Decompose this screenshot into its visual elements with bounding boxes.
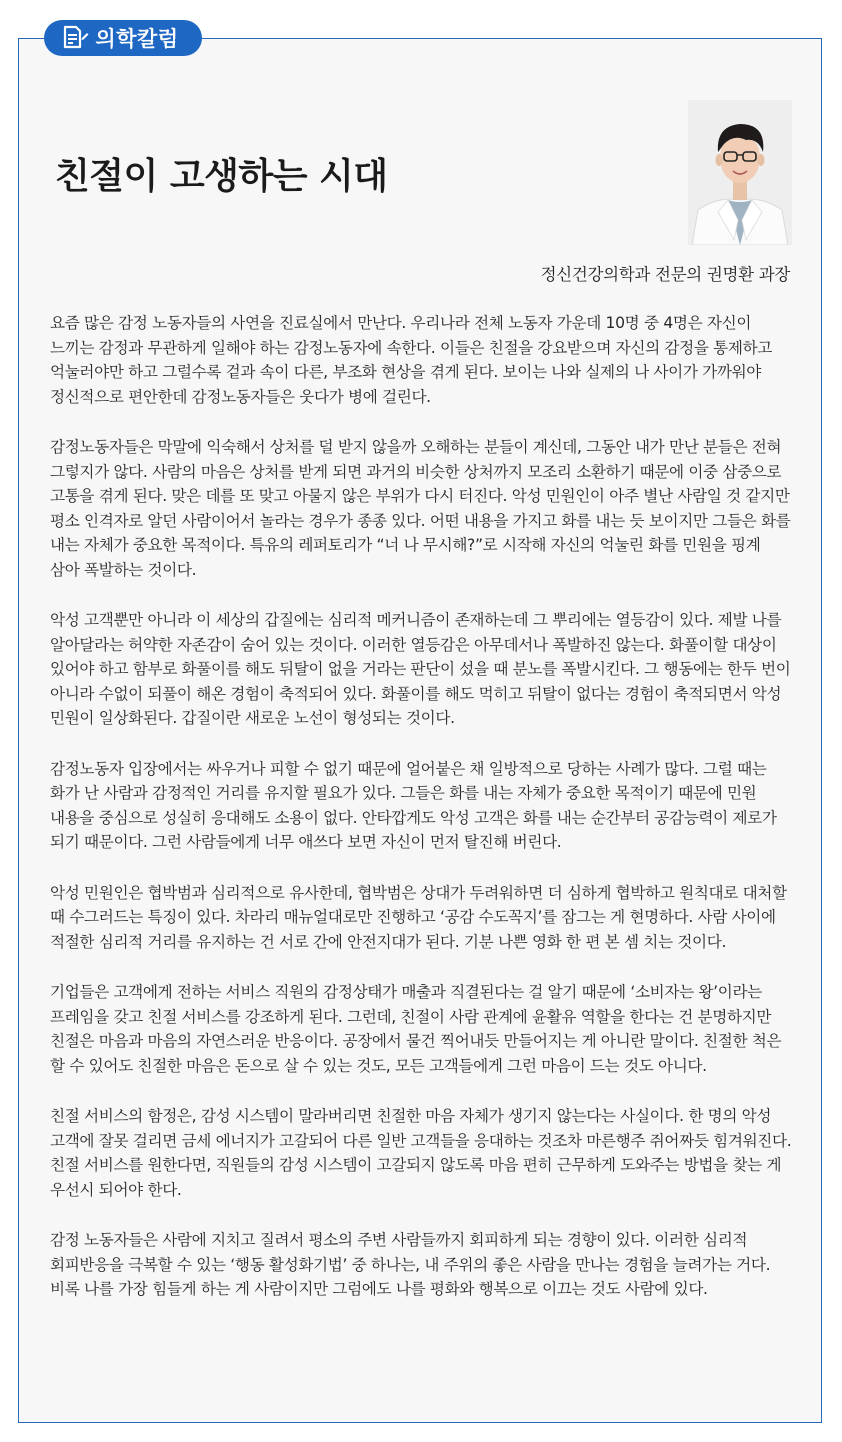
author-portrait-image [688, 100, 792, 245]
page-title: 친절이 고생하는 시대 [55, 156, 388, 197]
author-photo [688, 100, 792, 245]
paragraph: 친절 서비스의 함정은, 감성 시스템이 말라버리면 친절한 마음 자체가 생기지 않는다는 사실이다. 한 명의 악성 고객에 잘못 걸리면 금세 에너지가 고갈되어 다른 일반 고객들을 응대하는 것조차 마른행주 쥐어짜듯 힘겨워진다. 친절 서비스를 원한다면, 직원들의 감성 시스템이 고갈되지 않도록 마음 편히 근무하게 도와주는 방법을 찾는 게 우선시 되어야 한다. [50, 1107, 792, 1199]
paragraph: 기업들은 고객에게 전하는 서비스 직원의 감정상태가 매출과 직결된다는 걸 알기 때문에 ‘소비자는 왕’이라는 프레임을 갖고 친절 서비스를 강조하게 된다. 그런데, 친절이 사람 관계에 윤활유 역할을 한다는 건 분명하지만 친절은 마음과 마음의 자연스러운 반응이다. 공장에서 물건 찍어내듯 만들어지는 게 아니란 말이다. 친절한 척은 할 수 있어도 친절한 마음은 돈으로 살 수 있는 것도, 모든 고객들에게 그런 마음이 드는 것도 아니다. [50, 983, 782, 1075]
category-label: 의학칼럼 [95, 27, 179, 51]
author-byline: 정신건강의학과 전문의 권명환 과장 [540, 265, 790, 284]
paragraph: 악성 고객뿐만 아니라 이 세상의 갑질에는 심리적 메커니즘이 존재하는데 그 뿌리에는 열등감이 있다. 제발 나를 알아달라는 허약한 자존감이 숨어 있는 것이다. 이러한 열등감은 아무데서나 폭발하진 않는다. 화풀이할 대상이 있어야 하고 함부로 화풀이를 해도 뒤탈이 없을 거라는 판단이 섰을 때 분노를 폭발시킨다. 그 행동에는 한두 번이 아니라 수없이 되풀이 해온 경험이 축적되어 있다. 화풀이를 해도 먹히고 뒤탈이 없다는 경험이 축적되면서 악성 민원이 일상화된다. 갑질이란 새로운 노선이 형성되는 것이다. [50, 611, 791, 727]
document-pen-icon [61, 25, 89, 51]
paragraph: 요즘 많은 감정 노동자들의 사연을 진료실에서 만난다. 우리나라 전체 노동자 가운데 10명 중 4명은 자신이 느끼는 감정과 무관하게 일해야 하는 감정노동자에 속한다. 이들은 친절을 강요받으며 자신의 감정을 통제하고 억눌러야만 하고 그럴수록 겉과 속이 다른, 부조화 현상을 겪게 된다. 보이는 나와 실제의 나 사이가 가까워야 정신적으로 편안한데 감정노동자들은 웃다가 병에 걸린다. [50, 314, 773, 406]
category-tag [44, 20, 202, 56]
paragraph: 감정 노동자들은 사람에 지치고 질려서 평소의 주변 사람들까지 회피하게 되는 경향이 있다. 이러한 심리적 회피반응을 극복할 수 있는 ‘행동 활성화기법’ 중 하나는, 내 주위의 좋은 사람을 만나는 경험을 늘려가는 거다. 비록 나를 가장 힘들게 하는 게 사람이지만 그럼에도 나를 평화와 행복으로 이끄는 것도 사람에 있다. [50, 1231, 771, 1298]
article-body [50, 311, 792, 1328]
paragraph: 감정노동자들은 막말에 익숙해서 상처를 덜 받지 않을까 오해하는 분들이 계신데, 그동안 내가 만난 분들은 전혀 그렇지가 않다. 사람의 마음은 상처를 받게 되면 과거의 비슷한 상처까지 모조리 소환하기 때문에 이중 삼중으로 고통을 겪게 된다. 맞은 데를 또 맞고 아물지 않은 부위가 다시 터진다. 악성 민원인이 아주 별난 사람일 것 같지만 평소 인격자로 알던 사람이어서 놀라는 경우가 종종 있다. 어떤 내용을 가지고 화를 내는 듯 보이지만 그들은 화를 내는 자체가 중요한 목적이다. 특유의 레퍼토리가 “너 나 무시해?”로 시작해 자신의 억눌린 화를 민원을 핑계 삼아 폭발하는 것이다. [50, 438, 791, 579]
paragraph: 악성 민원인은 협박범과 심리적으로 유사한데, 협박범은 상대가 두려워하면 더 심하게 협박하고 원칙대로 대처할 때 수그러드는 특징이 있다. 차라리 매뉴얼대로만 진행하고 ‘공감 수도꼭지’를 잠그는 게 현명하다. 사람 사이에 적절한 심리적 거리를 유지하는 건 서로 간에 안전지대가 된다. 기분 나쁜 영화 한 편 본 셈 치는 것이다. [50, 883, 787, 951]
paragraph: 감정노동자 입장에서는 싸우거나 피할 수 없기 때문에 얼어붙은 채 일방적으로 당하는 사례가 많다. 그럴 때는 화가 난 사람과 감정적인 거리를 유지할 필요가 있다. 그들은 화를 내는 자체가 중요한 목적이기 때문에 민원 내용을 중심으로 성실히 응대해도 소용이 없다. 안타깝게도 악성 고객은 화를 내는 순간부터 공감능력이 제로가 되기 때문이다. 그런 사람들에게 너무 애쓰다 보면 자신이 먼저 탈진해 버린다. [50, 759, 777, 851]
